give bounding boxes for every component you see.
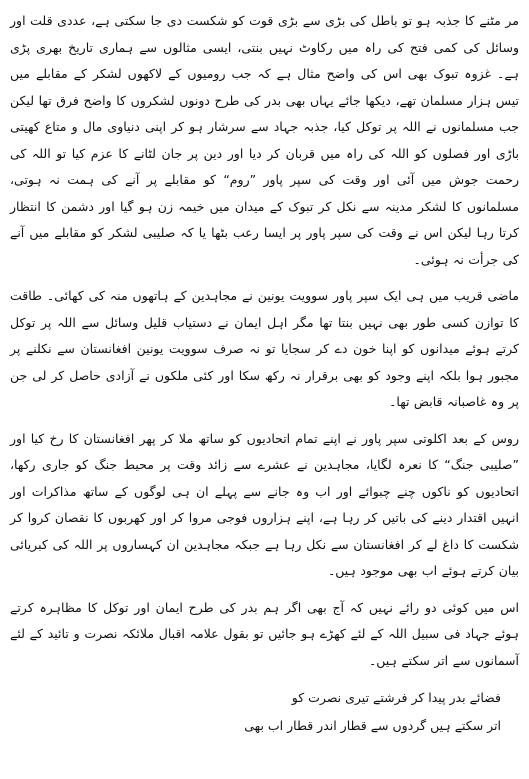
paragraph-superpower-afghanistan: روس کے بعد اکلوتی سپر پاور نے اپنے تمام اتحادیوں کو ساتھ ملا کر پھر افغانستان کا رخ کیا اور ”صلیبی جنگ“ کا نعرہ لگایا، مجاہدین نے عشرے سے زائد وقت پر محیط جنگ کو جاری رکھا، اتحادیوں کو ناکوں چنے چبوائے اور اب وہ جانے سے پہلے ان ہی لوگوں کے ساتھ مذاکرات اور انہیں اقتدار دینے کی باتیں کر رہا ہے، اپنے ہزاروں فوجی مروا کر اور کھربوں کا نقصان کروا کر شکست کا داغ لے کر افغانستان سے نکل رہا ہے جبکہ مجاہدین ان کہساروں پر اللہ کی کبریائی بیان کرتے ہوئے اب بھی موجود ہیں۔ xyxy=(10,430,519,578)
verse-line-2: اتر سکتے ہیں گردوں سے قطار اندر قطار اب بھی xyxy=(244,718,501,733)
paragraph-soviet-union: ماضی قریب میں ہی ایک سپر پاور سوویت یونین نے مجاہدین کے ہاتھوں منہ کی کھائی۔ طاقت کا توازن کسی طور بھی نہیں بنتا تھا مگر اہل ایمان نے دستیاب قلیل وسائل سے اللہ پر توکل کرتے ہوئے میدانوں کو اپنا خون دے کر سجایا تو نہ صرف سوویت یونین افغانستان سے نکلنے پر مجبور ہوا بلکہ اپنے وجود کو بھی برقرار نہ رکھ سکا اور کئی ملکوں نے آزادی حاصل کر لی جن پر وہ غاصبانہ قابض تھا۔ xyxy=(10,288,519,409)
paragraph-tabuk: مر مٹنے کا جذبہ ہو تو باطل کی بڑی سے بڑی قوت کو شکست دی جا سکتی ہے، عددی قلت اور وسائل کی کمی فتح کی راہ میں رکاوٹ نہیں بنتی، ایسی مثالوں سے ہماری تاریخ بھری پڑی ہے۔ غزوہ تبوک بھی اس کی واضح مثال ہے کہ جب رومیوں کے لاکھوں لشکر کے مقابلے میں تیس ہزار مسلمان تھے، دیکھا جائے یہاں بھی بدر کی طرح دونوں لشکروں کا واضح فرق تھا لیکن جب مسلمانوں نے اللہ پر توکل کیا، جذبہ جہاد سے سرشار ہو کر اپنی دنیاوی مال و متاع کھیتی باڑی اور فصلوں کو اللہ کی راہ میں قربان کر دیا اور دین پر جان لٹانے کا عزم کیا تو اللہ کی رحمت جوش میں آئی اور وقت کی سپر پاور ”روم“ کو مقابلے پر آنے کی ہمت نہ ہوتی، مسلمانوں کا لشکر مدینہ سے نکل کر تبوک کے میدان میں خیمہ زن ہو گیا اور دشمن کا انتظار کرتا رہا لیکن اس نے وقت کی سپر پاور پر ایسا رعب بٹھا یا کہ صلیبی لشکر کو مقابلے میں آنے کی جرأت نہ ہوئی۔ xyxy=(10,13,519,267)
paragraph-conclusion: اس میں کوئی دو رائے نہیں کہ آج بھی اگر ہم بدر کی طرح ایمان اور توکل کا مظاہرہ کرتے ہوئے جہاد فی سبیل اللہ کے لئے کھڑے ہو جائیں تو بقول علامہ اقبال ملائکہ نصرت و تائید کے لئے آسمانوں سے اتر سکتے ہیں۔ xyxy=(10,599,519,668)
verse-line-1: فضائے بدر پیدا کر فرشتے تیری نصرت کو xyxy=(291,690,501,705)
